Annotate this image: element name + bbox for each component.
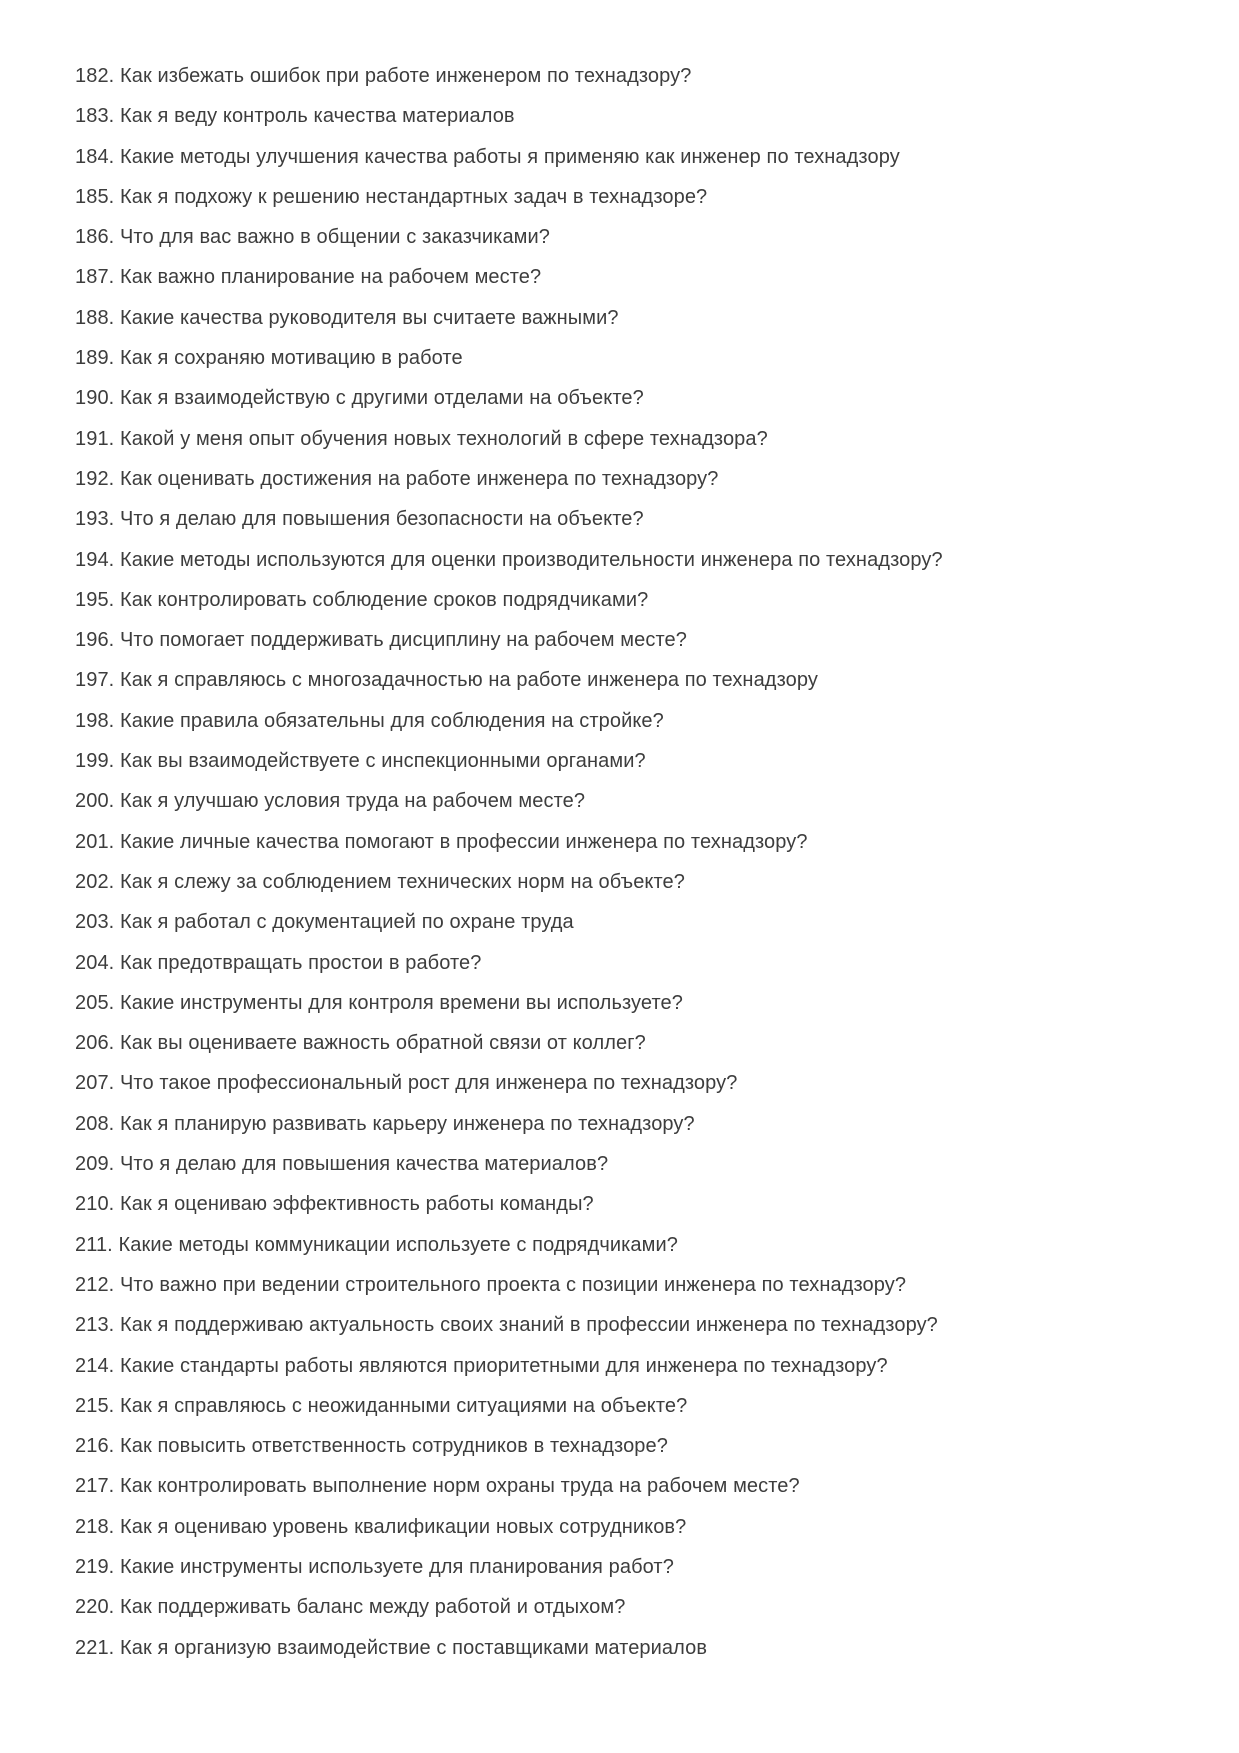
list-item [75, 298, 1199, 338]
item-text: Как я слежу за соблюдением технических норм на объекте? [120, 870, 685, 893]
item-number: 194. [75, 548, 115, 571]
item-text: Какие методы улучшения качества работы я применяю как инженер по технадзору [120, 145, 900, 168]
item-number: 202. [75, 870, 115, 893]
item-text: Как я подхожу к решению нестандартных задач в технадзоре? [120, 185, 708, 208]
list-item [75, 1386, 1199, 1426]
item-number: 200. [75, 790, 115, 813]
item-number: 185. [75, 185, 115, 208]
item-text: Как я справляюсь с неожиданными ситуациями на объекте? [120, 1394, 688, 1417]
list-item [75, 338, 1199, 378]
item-number: 209. [75, 1153, 115, 1176]
item-number: 213. [75, 1314, 115, 1337]
list-item [75, 257, 1199, 297]
list-item [75, 1225, 1199, 1265]
item-text: Как поддерживать баланс между работой и отдыхом? [120, 1596, 626, 1619]
item-number: 192. [75, 467, 115, 490]
item-text: Как контролировать выполнение норм охраны труда на рабочем месте? [120, 1475, 800, 1498]
list-item [75, 1346, 1199, 1386]
list-item [75, 1507, 1199, 1547]
item-text: Какой у меня опыт обучения новых технологий в сфере технадзора? [120, 427, 768, 450]
list-item [75, 1184, 1199, 1224]
item-number: 206. [75, 1032, 115, 1055]
item-text: Как избежать ошибок при работе инженером по технадзору? [120, 65, 692, 87]
item-number: 191. [75, 427, 115, 450]
item-text: Как я организую взаимодействие с поставщиками материалов [120, 1636, 708, 1659]
item-number: 207. [75, 1072, 115, 1095]
item-number: 215. [75, 1394, 115, 1417]
item-text: Как я планирую развивать карьеру инженера по технадзору? [120, 1112, 695, 1135]
list-item [75, 378, 1199, 418]
list-item [75, 822, 1199, 862]
item-text: Как я справляюсь с многозадачностью на работе инженера по технадзору [120, 669, 818, 692]
item-number: 204. [75, 951, 115, 974]
item-number: 216. [75, 1435, 115, 1458]
list-item [75, 862, 1199, 902]
item-number: 189. [75, 347, 115, 370]
item-number: 186. [75, 226, 115, 249]
item-text: Как я веду контроль качества материалов [120, 105, 515, 128]
list-item [75, 902, 1199, 942]
list-item [75, 1023, 1199, 1063]
item-text: Как предотвращать простои в работе? [120, 951, 482, 974]
list-item [75, 1426, 1199, 1466]
question-list [75, 56, 1199, 1668]
list-item [75, 540, 1199, 580]
item-text: Какие инструменты для контроля времени вы используете? [120, 991, 683, 1014]
list-item [75, 943, 1199, 983]
item-number: 197. [75, 669, 115, 692]
item-text: Что для вас важно в общении с заказчиками? [120, 226, 551, 249]
item-number: 182. [75, 65, 115, 87]
item-text: Какие инструменты используете для планирования работ? [120, 1555, 674, 1578]
item-number: 193. [75, 508, 115, 531]
item-number: 210. [75, 1193, 115, 1216]
list-item [75, 459, 1199, 499]
item-number: 205. [75, 991, 115, 1014]
list-item [75, 177, 1199, 217]
item-text: Что я делаю для повышения качества материалов? [120, 1153, 609, 1176]
item-number: 220. [75, 1596, 115, 1619]
item-text: Как я оцениваю уровень квалификации новых сотрудников? [120, 1515, 687, 1538]
item-text: Что важно при ведении строительного проекта с позиции инженера по технадзору? [120, 1273, 907, 1296]
item-number: 196. [75, 629, 115, 652]
list-item [75, 781, 1199, 821]
item-number: 199. [75, 750, 115, 773]
item-text: Как я взаимодействую с другими отделами на объекте? [120, 387, 644, 410]
item-text: Как вы оцениваете важность обратной связи от коллег? [120, 1032, 646, 1055]
item-number: 188. [75, 306, 115, 329]
list-item [75, 580, 1199, 620]
list-item [75, 1305, 1199, 1345]
item-text: Какие методы коммуникации используете с подрядчиками? [118, 1233, 678, 1256]
item-text: Какие правила обязательны для соблюдения на стройке? [120, 709, 664, 732]
item-number: 218. [75, 1515, 115, 1538]
item-text: Как я улучшаю условия труда на рабочем месте? [120, 790, 586, 813]
list-item [75, 1628, 1199, 1668]
list-item [75, 983, 1199, 1023]
item-number: 219. [75, 1555, 115, 1578]
item-number: 184. [75, 145, 115, 168]
item-number: 183. [75, 105, 115, 128]
item-number: 195. [75, 588, 115, 611]
item-number: 198. [75, 709, 115, 732]
item-number: 190. [75, 387, 115, 410]
item-text: Как вы взаимодействуете с инспекционными органами? [120, 750, 646, 773]
list-item [75, 217, 1199, 257]
item-number: 187. [75, 266, 115, 289]
item-text: Как повысить ответственность сотрудников в технадзоре? [120, 1435, 668, 1458]
list-item [75, 1466, 1199, 1506]
item-number: 214. [75, 1354, 115, 1377]
item-text: Как я поддерживаю актуальность своих знаний в профессии инженера по технадзору? [120, 1314, 938, 1337]
list-item [75, 1063, 1199, 1103]
list-item [75, 741, 1199, 781]
item-text: Как я сохраняю мотивацию в работе [120, 347, 463, 370]
item-text: Как оценивать достижения на работе инженера по технадзору? [120, 467, 719, 490]
item-text: Как важно планирование на рабочем месте? [120, 266, 542, 289]
item-text: Как контролировать соблюдение сроков подрядчиками? [120, 588, 649, 611]
item-number: 211. [75, 1233, 113, 1256]
item-number: 212. [75, 1273, 115, 1296]
list-item [75, 96, 1199, 136]
item-text: Какие стандарты работы являются приоритетными для инженера по технадзору? [120, 1354, 888, 1377]
list-item [75, 419, 1199, 459]
list-item [75, 137, 1199, 177]
list-item [75, 620, 1199, 660]
list-item [75, 701, 1199, 741]
list-item [75, 1144, 1199, 1184]
item-number: 208. [75, 1112, 115, 1135]
item-text: Какие методы используются для оценки производительности инженера по технадзору? [120, 548, 943, 571]
list-item [75, 499, 1199, 539]
item-text: Что я делаю для повышения безопасности на объекте? [120, 508, 644, 531]
list-item [75, 56, 1199, 96]
item-number: 201. [75, 830, 115, 853]
list-item [75, 660, 1199, 700]
item-number: 203. [75, 911, 115, 934]
item-number: 221. [75, 1636, 115, 1659]
list-item [75, 1104, 1199, 1144]
list-item [75, 1587, 1199, 1627]
item-number: 217. [75, 1475, 115, 1498]
item-text: Что помогает поддерживать дисциплину на рабочем месте? [120, 629, 687, 652]
list-item [75, 1265, 1199, 1305]
item-text: Какие личные качества помогают в профессии инженера по технадзору? [120, 830, 808, 853]
list-item [75, 1547, 1199, 1587]
item-text: Как я работал с документацией по охране труда [120, 911, 574, 934]
item-text: Какие качества руководителя вы считаете важными? [120, 306, 619, 329]
item-text: Как я оцениваю эффективность работы команды? [120, 1193, 594, 1216]
item-text: Что такое профессиональный рост для инженера по технадзору? [120, 1072, 738, 1095]
